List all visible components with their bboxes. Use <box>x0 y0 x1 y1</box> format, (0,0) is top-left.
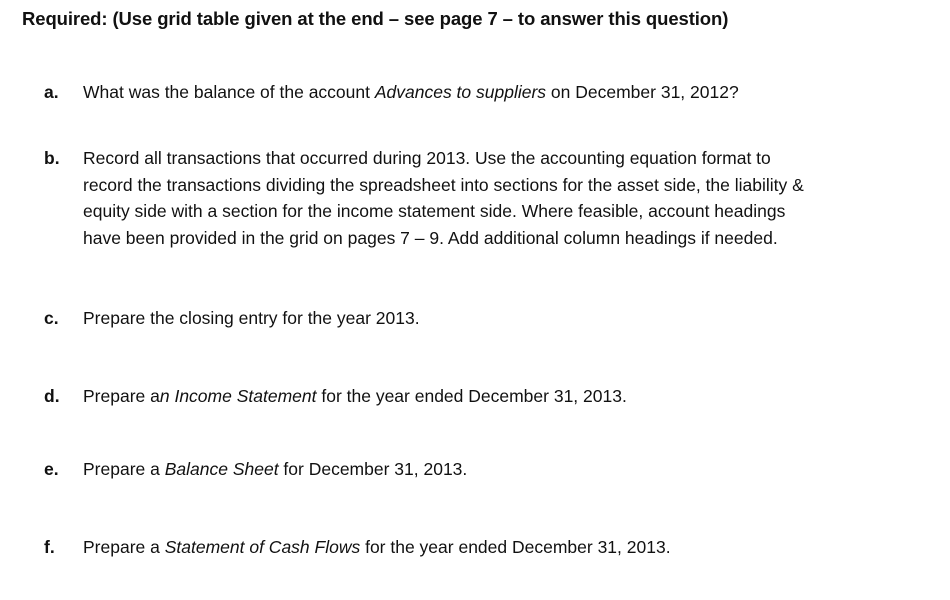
question-c <box>44 305 943 332</box>
question-d-text-pre: Prepare a <box>83 386 160 406</box>
question-a-letter: a. <box>44 82 59 102</box>
question-e-text <box>83 456 943 483</box>
question-f-letter: f. <box>44 537 55 557</box>
question-d-letter: d. <box>44 386 60 406</box>
question-c-letter: c. <box>44 308 59 328</box>
question-b-line: Record all transactions that occurred during 2013. Use the accounting equation format to <box>83 148 771 168</box>
question-a <box>44 79 943 106</box>
question-e-text-pre: Prepare a <box>83 459 165 479</box>
question-d-text <box>83 383 943 410</box>
question-a-text-italic: Advances to suppliers <box>374 82 547 102</box>
question-a-text-pre: What was the balance of the account <box>83 82 375 102</box>
question-b <box>44 145 943 251</box>
question-f-text-post: for the year ended December 31, 2013. <box>360 537 671 557</box>
question-b-line: equity side with a section for the income statement side. Where feasible, account headings <box>83 201 786 221</box>
question-b-line: record the transactions dividing the spreadsheet into sections for the asset side, the liability & <box>83 174 804 195</box>
question-c-text: Prepare the closing entry for the year 2013. <box>83 308 420 328</box>
question-a-text-post: on December 31, 2012? <box>546 82 739 102</box>
question-d <box>44 383 943 410</box>
question-b-line: have been provided in the grid on pages 7 – 9. Add additional column headings if needed. <box>83 227 778 248</box>
question-f-text-pre: Prepare a <box>83 537 165 557</box>
question-d-text-post: for the year ended December 31, 2013. <box>316 386 627 406</box>
question-e-text-post: for December 31, 2013. <box>278 459 468 479</box>
question-e-letter: e. <box>44 459 59 479</box>
required-heading: Required: (Use grid table given at the end – see page 7 – to answer this question) <box>22 8 729 29</box>
question-f-text <box>83 534 943 561</box>
question-a-text <box>83 79 943 106</box>
question-b-letter: b. <box>44 148 60 168</box>
question-d-text-italic: n Income Statement <box>159 386 317 406</box>
question-e-text-italic: Balance Sheet <box>164 459 279 479</box>
question-b-text <box>83 145 943 251</box>
question-f-text-italic: Statement of Cash Flows <box>164 537 361 557</box>
question-e <box>44 456 943 483</box>
question-f <box>44 534 943 561</box>
